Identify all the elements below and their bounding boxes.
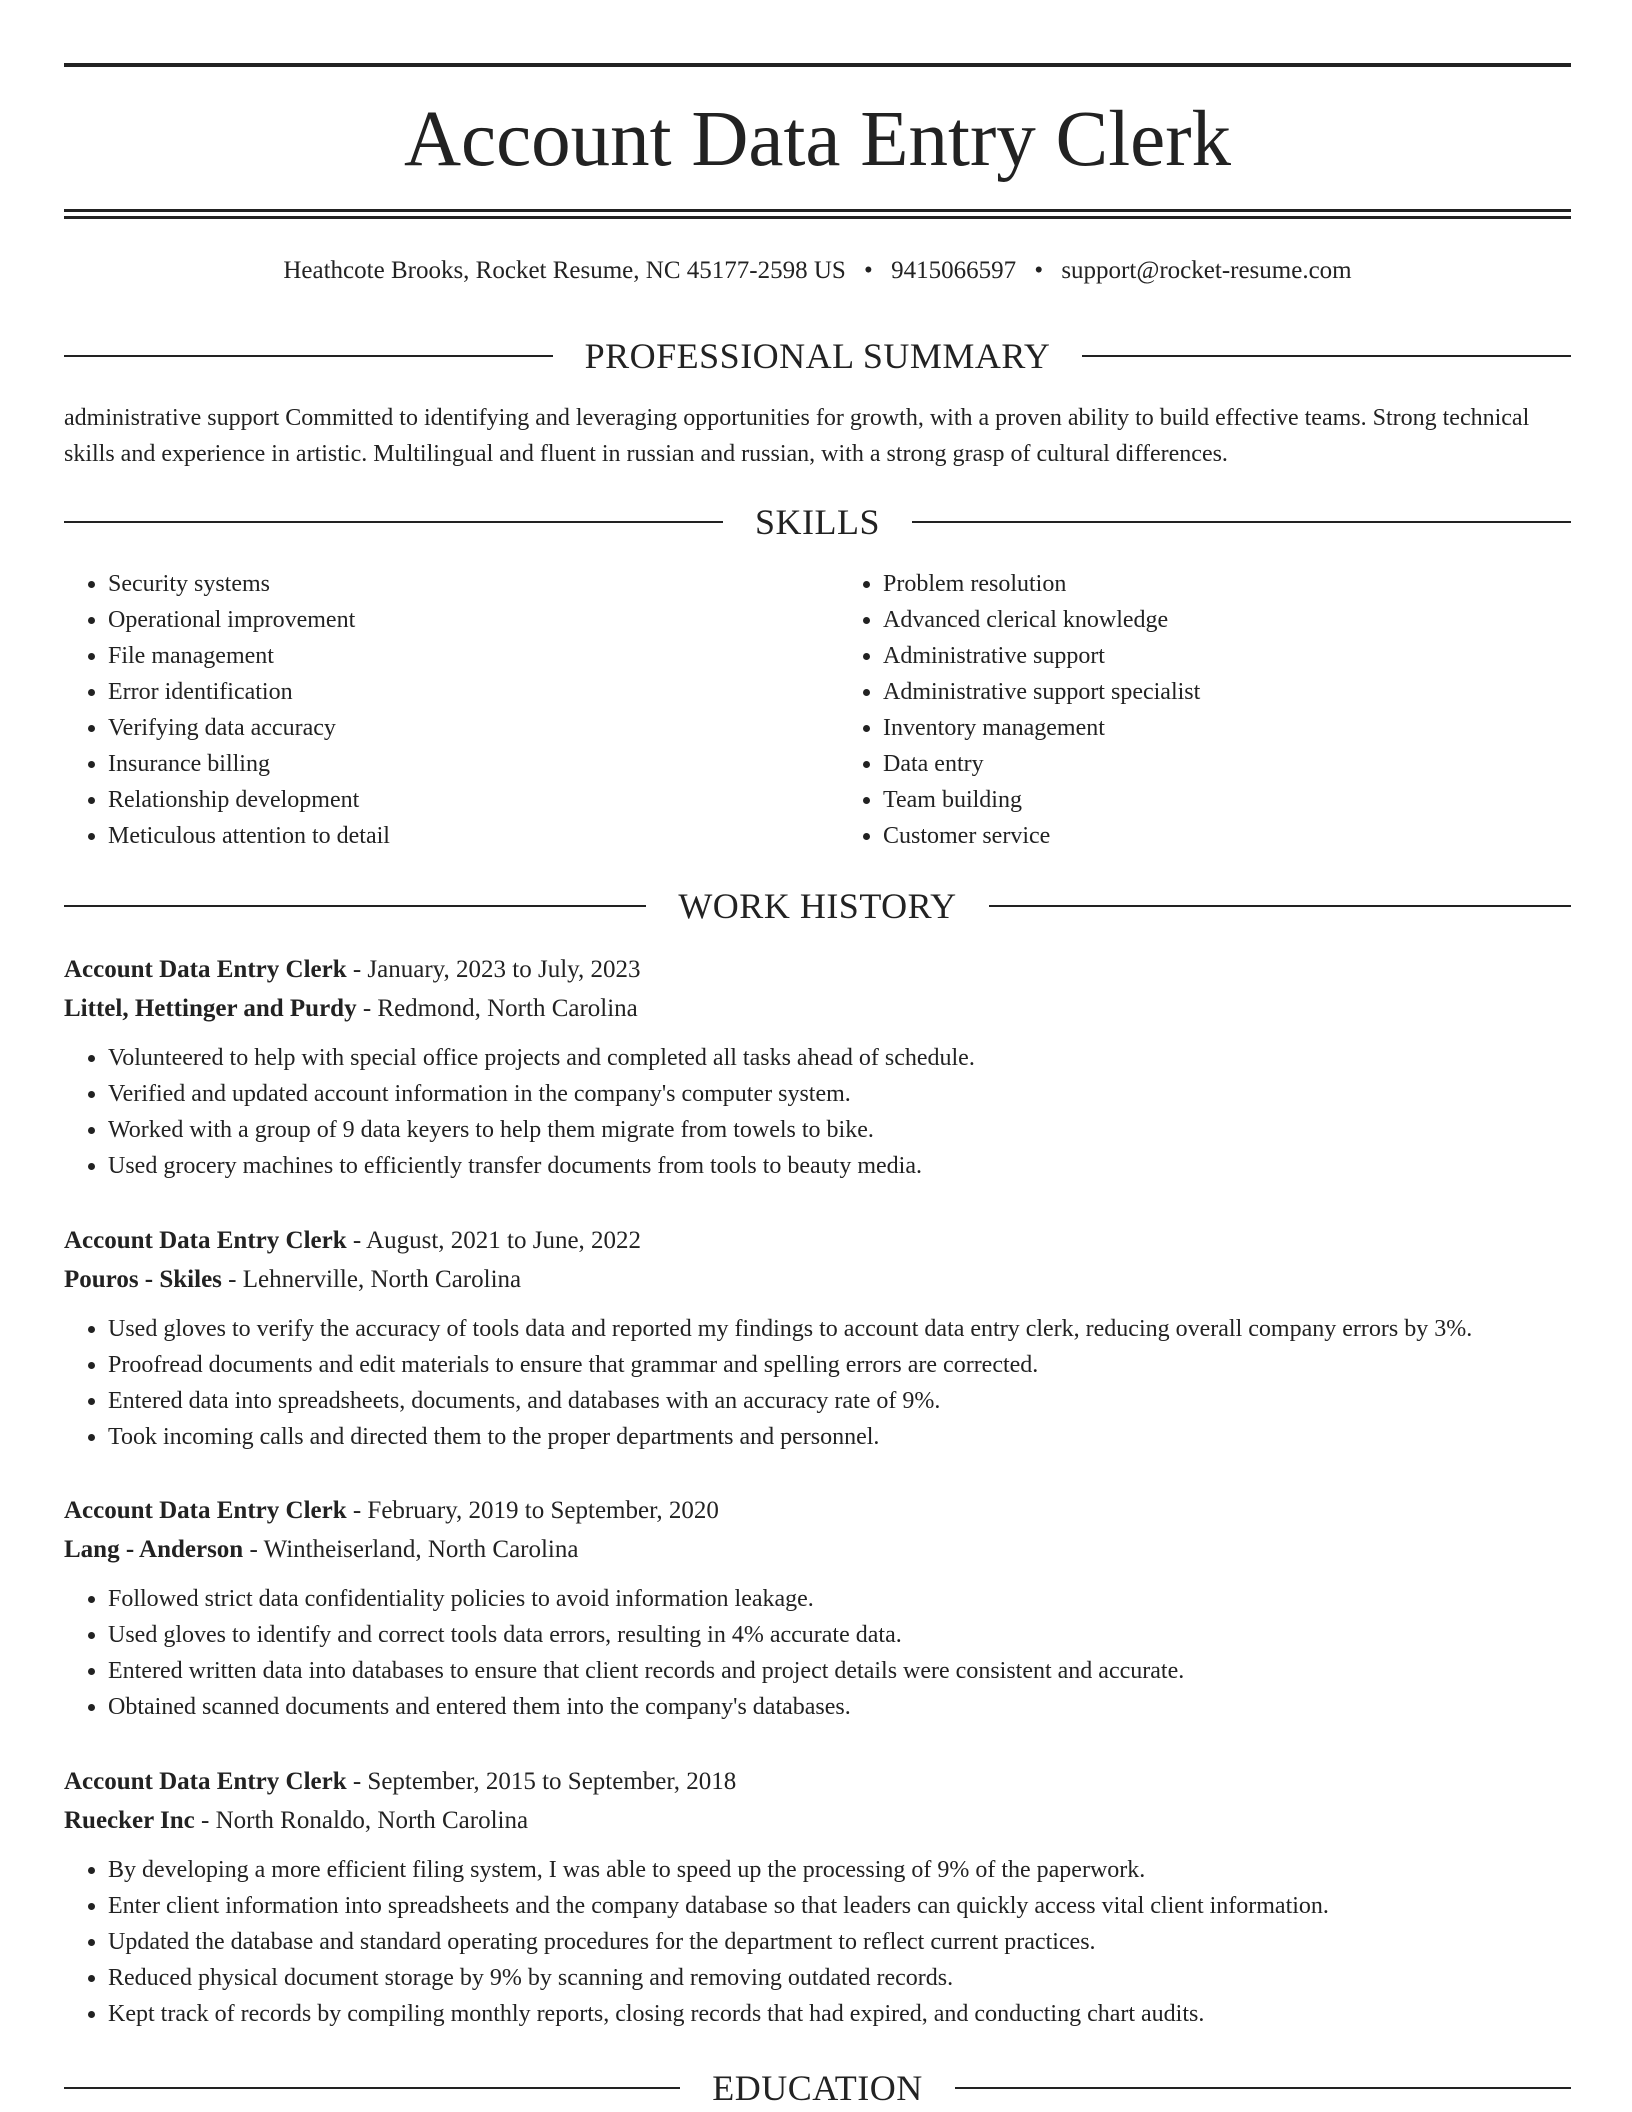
job-bullet: • Proofread documents and edit materials to ensure that grammar and spelling errors are corrected.: [108, 1347, 1571, 1383]
section-rule-right: [1082, 355, 1571, 357]
job-title-line: [64, 1221, 1571, 1260]
job-company-line: [64, 1530, 1571, 1569]
job-location: - Lehnerville, North Carolina: [221, 1266, 522, 1293]
skill-item: • Data entry: [883, 746, 1571, 782]
section-rule-left: [64, 355, 553, 357]
job-bullet: • Worked with a group of 9 data keyers to help them migrate from towels to bike.: [108, 1112, 1571, 1148]
job-bullet: • Used gloves to identify and correct tools data errors, resulting in 4% accurate data.: [108, 1617, 1571, 1653]
job-bullet: • Took incoming calls and directed them to the proper departments and personnel.: [108, 1419, 1571, 1455]
skill-item: • Meticulous attention to detail: [108, 818, 796, 854]
skill-item: • Problem resolution: [883, 566, 1571, 602]
skill-item: • Customer service: [883, 818, 1571, 854]
job-company-line: [64, 989, 1571, 1028]
job-bullet: • Updated the database and standard operating procedures for the department to reflect current practices.: [108, 1924, 1571, 1960]
job-title: Account Data Entry Clerk: [64, 1768, 347, 1795]
job-company-line: [64, 1260, 1571, 1299]
section-rule-left: [64, 2087, 680, 2089]
skill-item: • Insurance billing: [108, 746, 796, 782]
section-heading-education: [64, 2066, 1571, 2110]
section-heading-skills: [64, 500, 1571, 544]
section-rule-right: [989, 905, 1571, 907]
section-title-education: EDUCATION: [712, 2068, 923, 2108]
skill-item: • Security systems: [108, 566, 796, 602]
skill-item: • Advanced clerical knowledge: [883, 602, 1571, 638]
job-bullet: • Followed strict data confidentiality policies to avoid information leakage.: [108, 1581, 1571, 1617]
job-entry: [64, 950, 1571, 1184]
job-title: Account Data Entry Clerk: [64, 1227, 347, 1254]
section-rule-left: [64, 905, 646, 907]
job-company-line: [64, 1801, 1571, 1840]
header-double-rule-upper: [64, 209, 1571, 212]
job-bullets: [64, 1311, 1571, 1455]
section-title-summary: PROFESSIONAL SUMMARY: [584, 336, 1051, 376]
job-dates: - September, 2015 to September, 2018: [346, 1768, 737, 1795]
job-bullet: • Reduced physical document storage by 9% by scanning and removing outdated records.: [108, 1960, 1571, 1996]
skill-item: • Relationship development: [108, 782, 796, 818]
job-company: Pouros - Skiles: [64, 1266, 222, 1293]
job-bullet: • Kept track of records by compiling monthly reports, closing records that had expired, and conducting chart audits.: [108, 1996, 1571, 2032]
job-company: Lang - Anderson: [64, 1536, 244, 1563]
job-bullet: • By developing a more efficient filing system, I was able to speed up the processing of 9% of the paperwork.: [108, 1852, 1571, 1888]
header-top-rule: [64, 63, 1571, 67]
skill-item: • Inventory management: [883, 710, 1571, 746]
job-bullet: • Used grocery machines to efficiently transfer documents from tools to beauty media.: [108, 1148, 1571, 1184]
summary-text: administrative support Committed to identifying and leveraging opportunities for growth, with a proven ability to build effective teams. Strong technical skills and experience in artistic. Multilingual and fluent in russian and russian, with a strong grasp of cultural differences.: [64, 405, 1530, 467]
section-rule-right: [955, 2087, 1571, 2089]
job-bullet: • Volunteered to help with special office projects and completed all tasks ahead of schedule.: [108, 1040, 1571, 1076]
job-entry: [64, 1221, 1571, 1455]
job-title: Account Data Entry Clerk: [64, 1497, 347, 1524]
skill-item: • Administrative support: [883, 638, 1571, 674]
job-bullet: • Obtained scanned documents and entered them into the company's databases.: [108, 1689, 1571, 1725]
contact-separator: •: [864, 257, 873, 284]
skills-list: [64, 566, 1571, 854]
job-bullet: • Entered data into spreadsheets, documents, and databases with an accuracy rate of 9%.: [108, 1383, 1571, 1419]
skill-item: • Error identification: [108, 674, 796, 710]
job-title-line: [64, 1491, 1571, 1530]
section-heading-summary: [64, 334, 1571, 378]
section-rule-right: [912, 521, 1571, 523]
job-entry: [64, 1491, 1571, 1725]
contact-line: [64, 254, 1571, 288]
contact-phone: 9415066597: [891, 257, 1017, 284]
skill-item: • File management: [108, 638, 796, 674]
job-title-line: [64, 950, 1571, 989]
job-company: Littel, Hettinger and Purdy: [64, 995, 357, 1022]
job-bullets: [64, 1581, 1571, 1725]
job-bullet: • Entered written data into databases to ensure that client records and project details were consistent and accurate.: [108, 1653, 1571, 1689]
job-location: - North Ronaldo, North Carolina: [194, 1807, 529, 1834]
contact-email: support@rocket-resume.com: [1061, 257, 1352, 284]
job-title-line: [64, 1762, 1571, 1801]
job-location: - Wintheiserland, North Carolina: [243, 1536, 579, 1563]
job-bullets: [64, 1852, 1571, 2032]
skill-item: • Administrative support specialist: [883, 674, 1571, 710]
section-rule-left: [64, 521, 723, 523]
job-entry: [64, 1762, 1571, 2032]
skills-column-left: [64, 566, 796, 854]
job-bullets: [64, 1040, 1571, 1184]
job-company: Ruecker Inc: [64, 1807, 195, 1834]
skill-item: • Team building: [883, 782, 1571, 818]
job-dates: - February, 2019 to September, 2020: [346, 1497, 719, 1524]
job-bullet: • Used gloves to verify the accuracy of tools data and reported my findings to account data entry clerk, reducing overall company errors by 3%.: [108, 1311, 1571, 1347]
job-dates: - August, 2021 to June, 2022: [346, 1227, 642, 1254]
section-heading-work-history: [64, 884, 1571, 928]
job-location: - Redmond, North Carolina: [356, 995, 638, 1022]
skills-column-right: [796, 566, 1571, 854]
section-title-work-history: WORK HISTORY: [678, 886, 957, 926]
job-title: Account Data Entry Clerk: [64, 956, 347, 983]
contact-separator: •: [1034, 257, 1044, 284]
header-double-rule-lower: [64, 216, 1571, 219]
skill-item: • Operational improvement: [108, 602, 796, 638]
resume-title: Account Data Entry Clerk: [403, 96, 1232, 183]
skill-item: • Verifying data accuracy: [108, 710, 796, 746]
job-bullet: • Enter client information into spreadsheets and the company database so that leaders can quickly access vital client information.: [108, 1888, 1571, 1924]
job-bullet: • Verified and updated account information in the company's computer system.: [108, 1076, 1571, 1112]
contact-address: Heathcote Brooks, Rocket Resume, NC 45177-2598 US: [283, 257, 846, 284]
section-title-skills: SKILLS: [755, 502, 881, 542]
job-dates: - January, 2023 to July, 2023: [346, 956, 641, 983]
